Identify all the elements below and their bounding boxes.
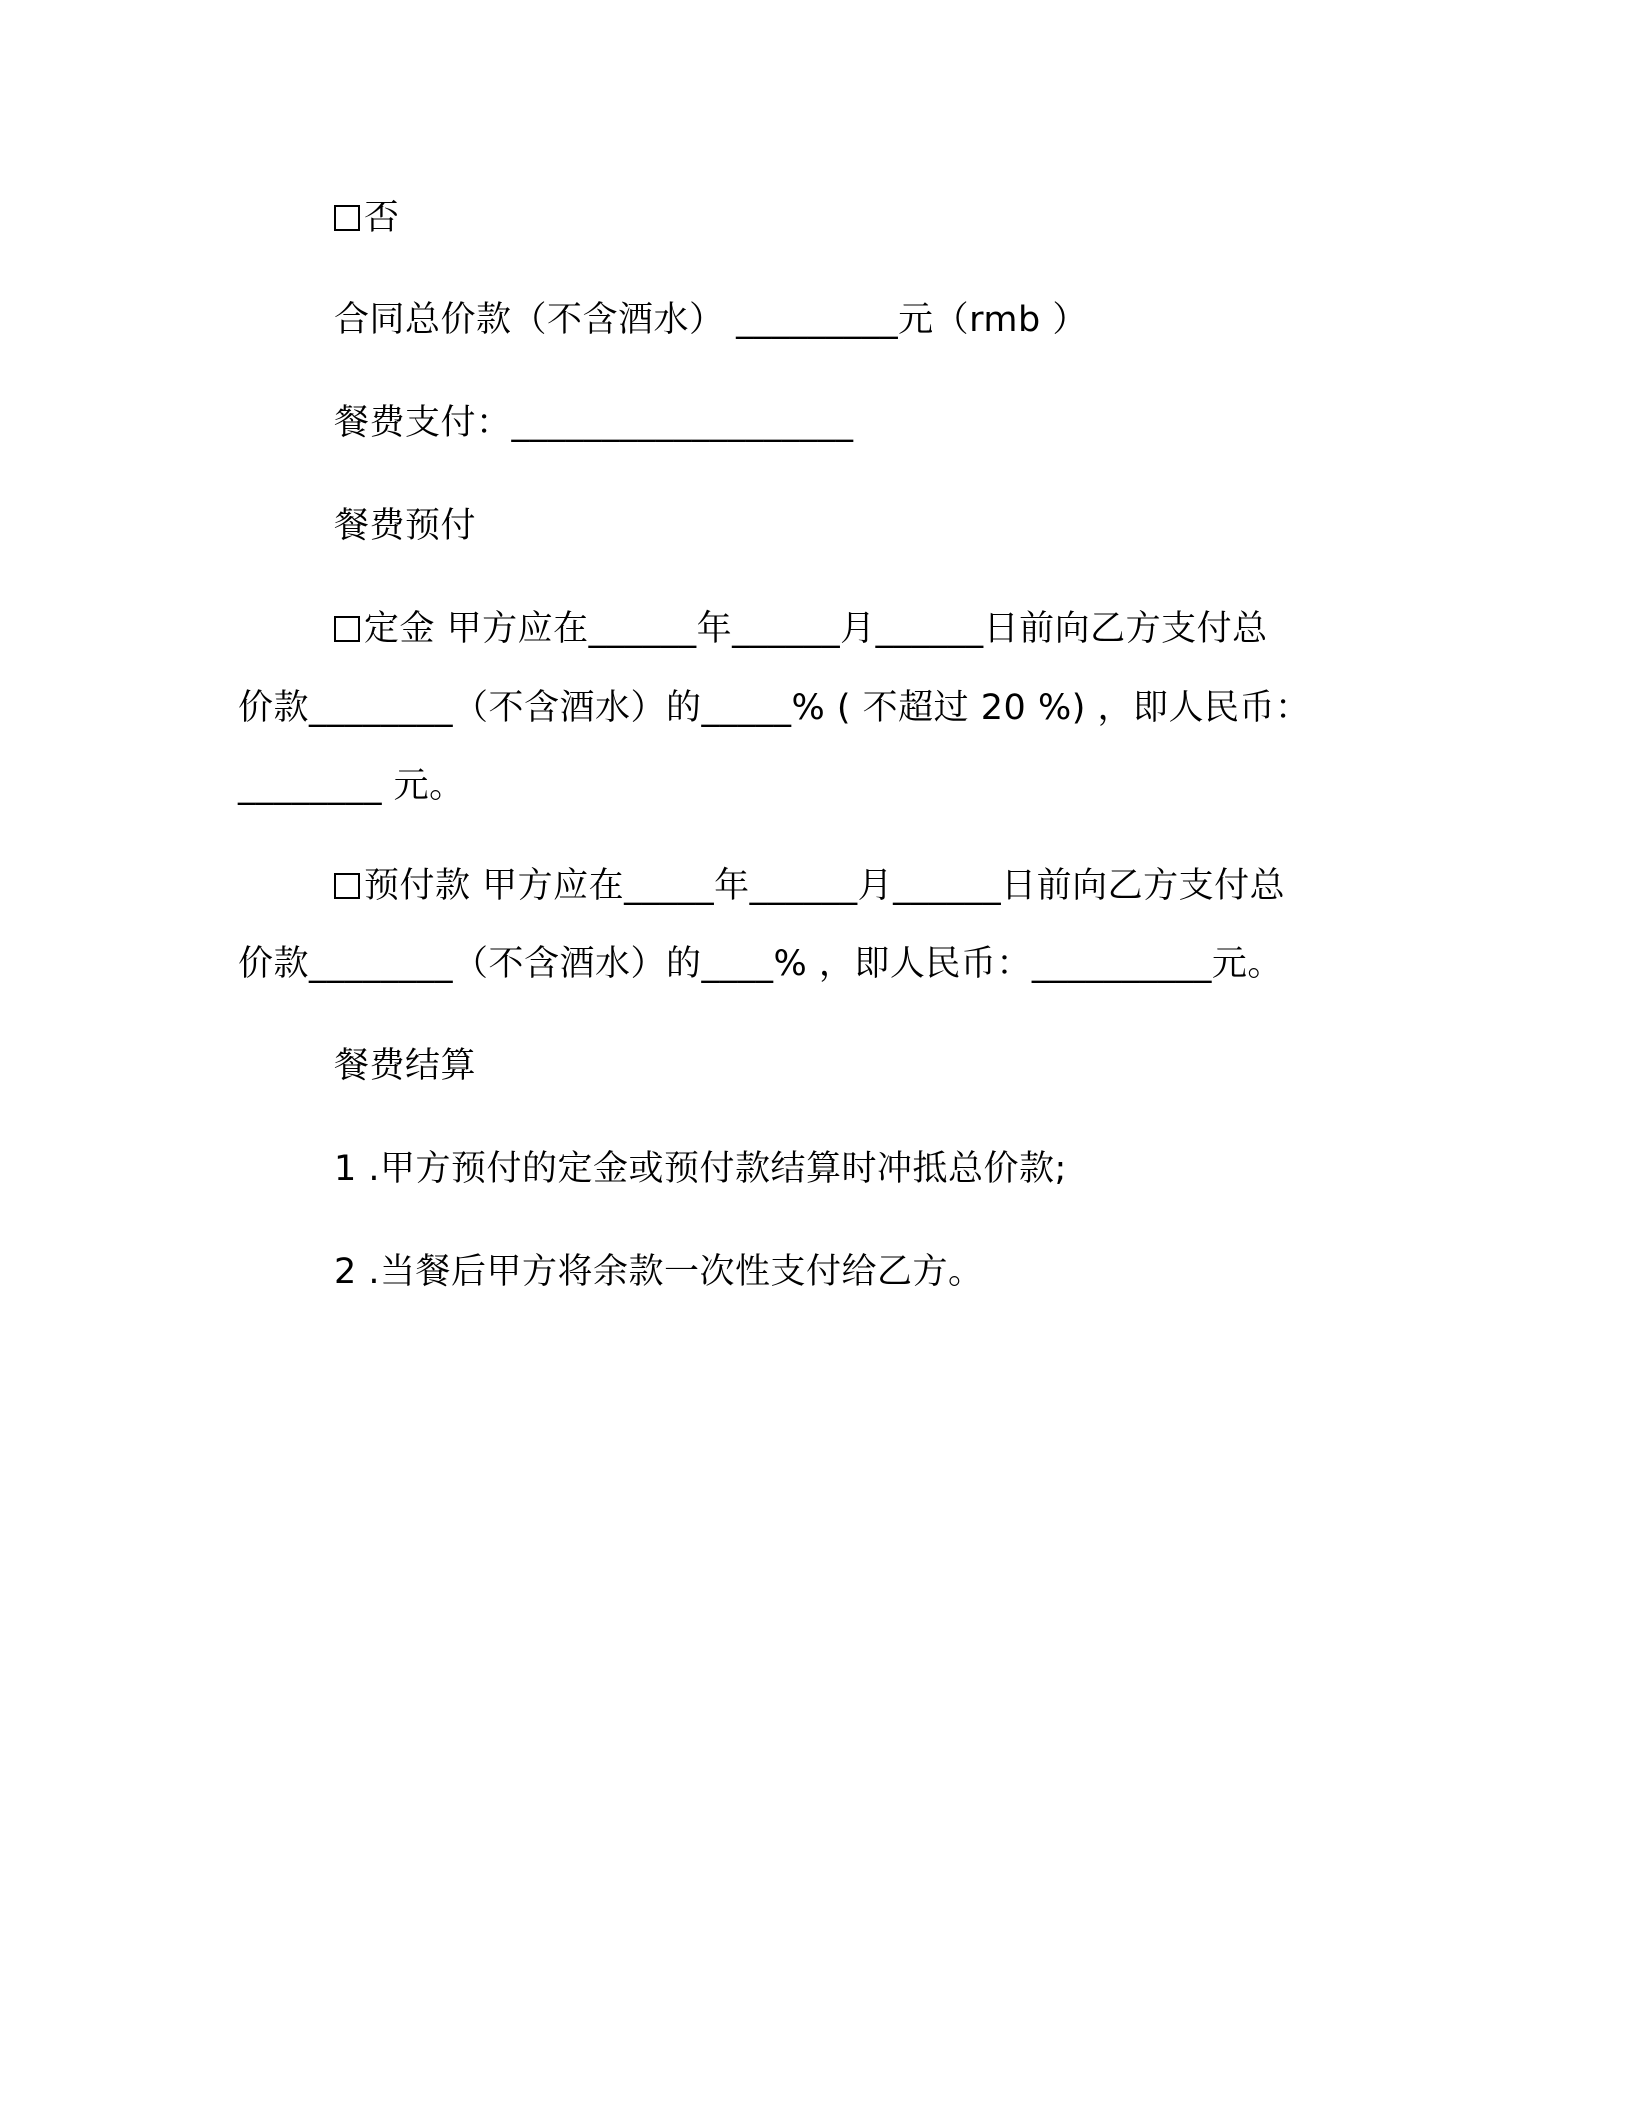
advance-checkbox[interactable] xyxy=(334,873,360,899)
advance-line-2: 价款________（不含酒水）的____% ，即人民币：__________元。 xyxy=(238,944,1283,984)
settlement-heading: 餐费结算 xyxy=(334,1046,477,1086)
settlement-item-2: 2 .当餐后甲方将余款一次性支付给乙方。 xyxy=(334,1252,984,1292)
total-price-line: 合同总价款（不含酒水） _________元（rmb ） xyxy=(334,300,1088,340)
settlement-item-1: 1 .甲方预付的定金或预付款结算时冲抵总价款; xyxy=(334,1149,1067,1189)
advance-line-1-text: 预付款 甲方应在_____年______月______日前向乙方支付总 xyxy=(364,866,1286,906)
deposit-line-1-text: 定金 甲方应在______年______月______日前向乙方支付总 xyxy=(364,609,1268,649)
no-option-label: 否 xyxy=(364,198,400,238)
prepay-heading: 餐费预付 xyxy=(334,506,477,546)
deposit-checkbox[interactable] xyxy=(334,616,360,642)
payment-label-line: 餐费支付：___________________ xyxy=(334,403,854,443)
deposit-line-1 xyxy=(334,607,1268,651)
deposit-line-3: ________ 元。 xyxy=(238,766,465,806)
advance-line-1 xyxy=(334,864,1285,908)
no-checkbox[interactable] xyxy=(334,205,360,231)
deposit-line-2: 价款________（不含酒水）的_____% ( 不超过 20 %) ，即人民币： xyxy=(238,688,1311,728)
no-option-line xyxy=(334,196,400,240)
